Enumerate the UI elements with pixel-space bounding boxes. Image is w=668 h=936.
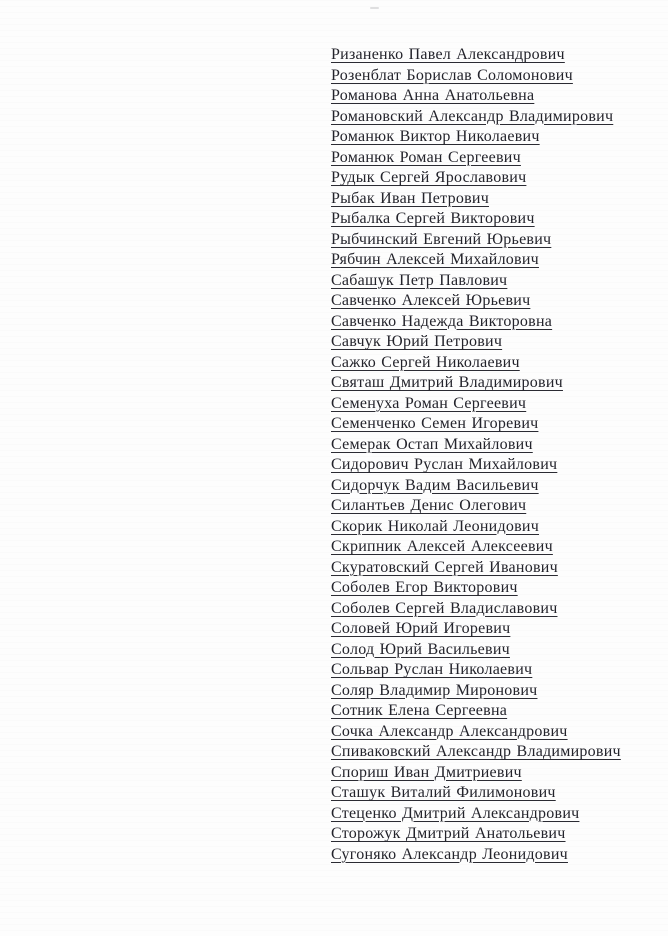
list-item [331, 291, 621, 312]
list-item [331, 455, 621, 476]
list-item [331, 783, 621, 804]
person-name-link: Рыбалка Сергей Викторович [331, 210, 535, 227]
list-item [331, 619, 621, 640]
person-name-link: Розенблат Борислав Соломонович [331, 66, 573, 84]
person-name-link: Рудык Сергей Ярославович [331, 169, 527, 186]
person-name-link: Рябчин Алексей Михайлович [331, 251, 539, 268]
person-name-link: Сугоняко Александр Леонидович [331, 845, 568, 863]
person-name-link: Силантьев Денис Олегович [331, 497, 527, 514]
list-item [331, 845, 621, 866]
list-item [331, 435, 621, 456]
person-name-link: Сабашук Петр Павлович [331, 271, 508, 289]
scan-artifact [370, 7, 379, 9]
person-name-link: Ризаненко Павел Александрович [331, 46, 565, 63]
list-item [331, 394, 621, 415]
person-name-link: Рыбчинский Евгений Юрьевич [331, 230, 552, 248]
list-item [331, 148, 621, 169]
list-item [331, 701, 621, 722]
person-name-link: Семенченко Семен Игоревич [331, 415, 539, 432]
list-item [331, 558, 621, 579]
list-item [331, 168, 621, 189]
person-name-link: Солод Юрий Васильевич [331, 640, 510, 658]
list-item [331, 189, 621, 210]
list-item [331, 476, 621, 497]
person-name-link: Соляр Владимир Миронович [331, 681, 538, 699]
list-item [331, 86, 621, 107]
list-item [331, 45, 621, 66]
list-item [331, 640, 621, 661]
person-name-link: Спориш Иван Дмитриевич [331, 763, 522, 781]
list-item [331, 107, 621, 128]
list-item [331, 373, 621, 394]
list-item [331, 353, 621, 374]
person-name-list [331, 45, 621, 865]
person-name-link: Савчук Юрий Петрович [331, 333, 503, 350]
list-item [331, 599, 621, 620]
list-item [331, 537, 621, 558]
list-item [331, 763, 621, 784]
list-item [331, 66, 621, 87]
list-item [331, 230, 621, 251]
person-name-link: Святаш Дмитрий Владимирович [331, 374, 563, 391]
person-name-link: Скуратовский Сергей Иванович [331, 558, 558, 576]
list-item [331, 209, 621, 230]
person-name-link: Спиваковский Александр Владимирович [331, 743, 621, 760]
person-name-link: Семенуха Роман Сергеевич [331, 394, 527, 412]
person-name-link: Сочка Александр Александрович [331, 722, 568, 740]
person-name-link: Сольвар Руслан Николаевич [331, 661, 533, 678]
person-name-link: Романюк Роман Сергеевич [331, 148, 521, 166]
list-item [331, 250, 621, 271]
list-item [331, 332, 621, 353]
person-name-link: Скорик Николай Леонидович [331, 517, 540, 535]
person-name-link: Скрипник Алексей Алексеевич [331, 538, 553, 555]
list-item [331, 804, 621, 825]
person-name-link: Стеценко Дмитрий Александрович [331, 804, 580, 822]
list-item [331, 312, 621, 333]
person-name-link: Семерак Остап Михайлович [331, 435, 533, 453]
person-name-link: Сидорчук Вадим Васильевич [331, 476, 539, 494]
list-item [331, 660, 621, 681]
person-name-link: Романовский Александр Владимирович [331, 107, 614, 125]
person-name-link: Сташук Виталий Филимонович [331, 784, 556, 801]
list-item [331, 722, 621, 743]
person-name-link: Соболев Сергей Владиславович [331, 599, 558, 617]
list-item [331, 681, 621, 702]
person-name-link: Романова Анна Анатольевна [331, 87, 535, 104]
person-name-link: Сторожук Дмитрий Анатольевич [331, 825, 566, 842]
list-item [331, 517, 621, 538]
list-item [331, 127, 621, 148]
list-item [331, 271, 621, 292]
person-name-link: Романюк Виктор Николаевич [331, 128, 540, 145]
person-name-link: Сотник Елена Сергеевна [331, 702, 508, 719]
person-name-link: Савченко Надежда Викторовна [331, 312, 553, 330]
list-item [331, 414, 621, 435]
person-name-link: Соловей Юрий Игоревич [331, 620, 511, 637]
list-item [331, 742, 621, 763]
list-item [331, 824, 621, 845]
person-name-link: Рыбак Иван Петрович [331, 189, 489, 207]
list-item [331, 578, 621, 599]
person-name-link: Соболев Егор Викторович [331, 579, 518, 596]
person-name-link: Сажко Сергей Николаевич [331, 353, 520, 371]
person-name-link: Савченко Алексей Юрьевич [331, 292, 531, 309]
person-name-link: Сидорович Руслан Михайлович [331, 456, 558, 473]
list-item [331, 496, 621, 517]
